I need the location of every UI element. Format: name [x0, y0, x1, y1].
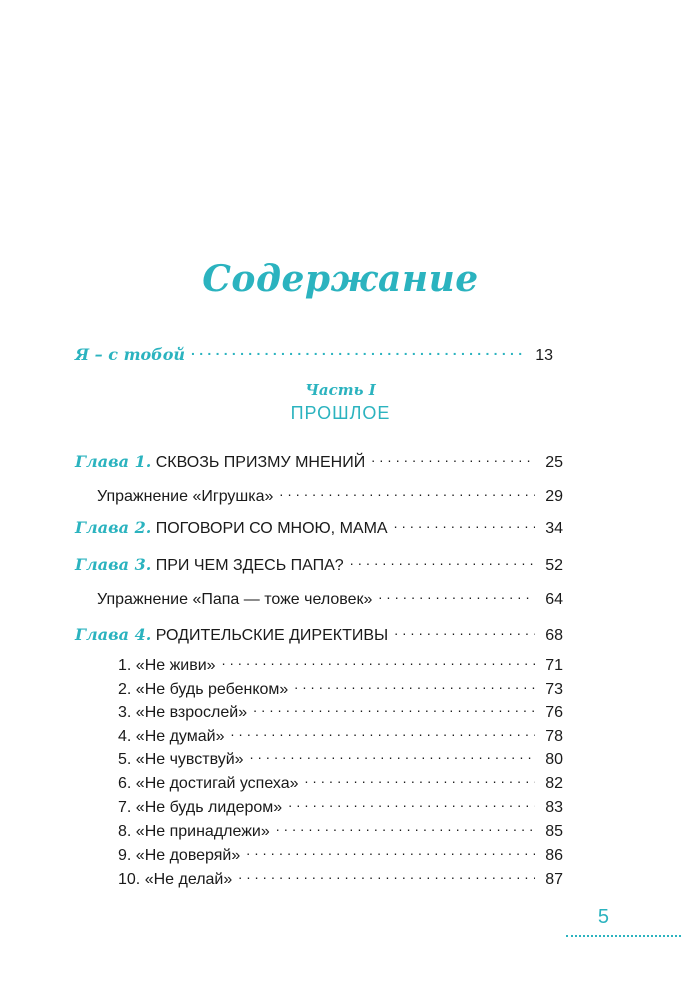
toc-page-number: 25 [545, 454, 563, 471]
page-number: 5 [597, 906, 609, 928]
dot-leader [279, 481, 535, 501]
toc-entry-directive-6[interactable] [118, 768, 563, 794]
toc-entry-label [75, 625, 388, 646]
toc-page-number: 86 [545, 847, 563, 864]
chapter-number: Глава 3. [75, 555, 152, 574]
toc-page-number: 64 [545, 591, 563, 608]
page-title: Содержание [202, 258, 479, 300]
part-label: Часть I [305, 381, 376, 399]
toc-entry-label: Я – с тобой [75, 345, 186, 364]
toc-entry-label: 7. «Не будь лидером» [118, 799, 283, 816]
page-number-rule [566, 935, 681, 937]
toc-entry-directive-3[interactable] [118, 697, 563, 723]
toc-page-number: 29 [545, 488, 563, 505]
toc-entry-directive-10[interactable] [118, 864, 563, 890]
dot-leader [253, 697, 535, 717]
chapter-title: ПОГОВОРИ СО МНОЮ, МАМА [155, 520, 388, 537]
toc-page-number: 52 [545, 557, 563, 574]
toc-entry-label [75, 452, 365, 473]
dot-leader [378, 584, 535, 604]
toc-page-number: 76 [545, 704, 563, 721]
dot-leader [394, 620, 535, 640]
toc-page-number: 82 [545, 775, 563, 792]
toc-entry-label: 1. «Не живи» [118, 657, 216, 674]
chapter-number: Глава 4. [75, 625, 152, 644]
dot-leader [305, 768, 536, 788]
dot-leader [230, 721, 535, 741]
chapter-title: СКВОЗЬ ПРИЗМУ МНЕНИЙ [155, 454, 366, 471]
dot-leader [294, 674, 535, 694]
toc-page-number: 78 [545, 728, 563, 745]
toc-entry-directive-7[interactable] [118, 792, 563, 818]
toc-entry-exercise-2[interactable] [97, 584, 563, 610]
toc-page-number: 34 [545, 520, 563, 537]
toc-entry-chapter-4[interactable] [75, 620, 563, 646]
toc-entry-exercise-1[interactable] [97, 481, 563, 507]
toc-entry-chapter-3[interactable] [75, 550, 563, 576]
toc-entry-label: Упражнение «Папа — тоже человек» [97, 591, 373, 608]
dot-leader [276, 816, 535, 836]
toc-page-number: 85 [545, 823, 563, 840]
dot-leader [191, 340, 525, 360]
dot-leader [371, 447, 535, 467]
toc-entry-directive-1[interactable] [118, 650, 563, 676]
toc-page-number: 80 [545, 751, 563, 768]
chapter-number: Глава 1. [75, 452, 152, 471]
toc-entry-label: 5. «Не чувствуй» [118, 751, 244, 768]
toc-entry-chapter-2[interactable] [75, 513, 563, 539]
toc-entry-label: 10. «Не делай» [118, 871, 233, 888]
toc-entry-directive-9[interactable] [118, 840, 563, 866]
toc-page-number: 83 [545, 799, 563, 816]
dot-leader [350, 550, 535, 570]
chapter-title: ПРИ ЧЕМ ЗДЕСЬ ПАПА? [155, 557, 344, 574]
dot-leader [288, 792, 535, 812]
toc-entry-label [75, 555, 344, 576]
dot-leader [246, 840, 535, 860]
toc-page-number: 13 [535, 347, 553, 364]
toc-page-number: 68 [545, 627, 563, 644]
dot-leader [250, 744, 535, 764]
toc-entry-label: 2. «Не будь ребенком» [118, 681, 289, 698]
chapter-number: Глава 2. [75, 518, 152, 537]
toc-entry-label: 4. «Не думай» [118, 728, 225, 745]
toc-entry-label: 9. «Не доверяй» [118, 847, 241, 864]
dot-leader [238, 864, 535, 884]
dot-leader [222, 650, 535, 670]
toc-entry-label: Упражнение «Игрушка» [97, 488, 274, 505]
toc-page-number: 87 [545, 871, 563, 888]
toc-entry-directive-5[interactable] [118, 744, 563, 770]
chapter-title: РОДИТЕЛЬСКИЕ ДИРЕКТИВЫ [155, 627, 389, 644]
toc-entry-label: 8. «Не принадлежи» [118, 823, 270, 840]
toc-entry-label [75, 518, 388, 539]
toc-entry-directive-8[interactable] [118, 816, 563, 842]
dot-leader [394, 513, 535, 533]
toc-page-number: 73 [545, 681, 563, 698]
toc-page-number: 71 [545, 657, 563, 674]
part-title: ПРОШЛОЕ [290, 403, 391, 423]
toc-entry-label: 3. «Не взрослей» [118, 704, 248, 721]
toc-entry-label: 6. «Не достигай успеха» [118, 775, 299, 792]
toc-entry-intro[interactable] [75, 340, 553, 366]
toc-entry-chapter-1[interactable] [75, 447, 563, 473]
